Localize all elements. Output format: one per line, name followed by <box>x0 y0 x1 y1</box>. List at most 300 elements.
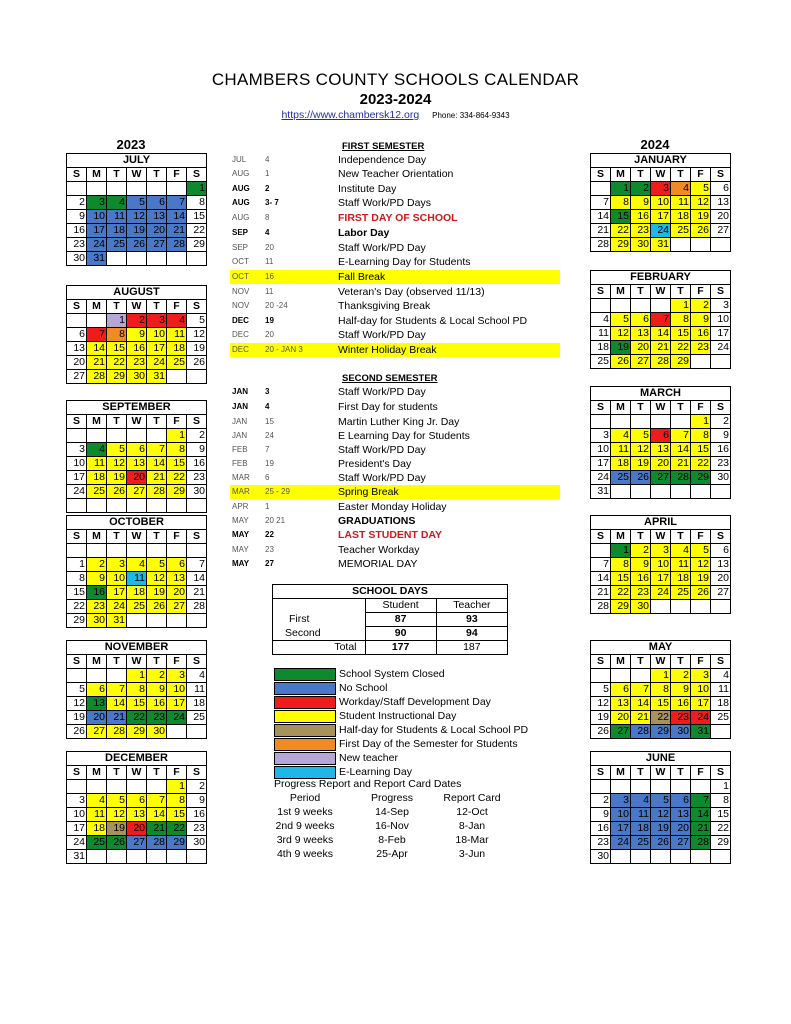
event-row <box>230 471 560 485</box>
day-cell: 9 <box>87 572 107 586</box>
day-cell: 8 <box>127 683 147 697</box>
day-cell: 20 <box>711 210 731 224</box>
day-cell: 20 <box>127 471 147 485</box>
legend-label: First Day of the Semester for Students <box>339 738 518 750</box>
day-cell: 9 <box>671 683 691 697</box>
event-name: Independence Day <box>338 154 427 166</box>
day-cell: 18 <box>87 471 107 485</box>
day-cell <box>631 669 651 683</box>
weekday-header: F <box>691 285 711 299</box>
weekday-header: S <box>591 285 611 299</box>
day-cell <box>611 850 631 864</box>
day-cell: 28 <box>107 725 127 739</box>
day-cell <box>671 415 691 429</box>
day-cell: 22 <box>671 341 691 355</box>
event-month: AUG <box>232 198 250 207</box>
event-row <box>230 167 560 181</box>
day-cell <box>107 429 127 443</box>
day-cell <box>611 780 631 794</box>
event-row <box>230 528 560 542</box>
weekday-header: S <box>591 766 611 780</box>
day-cell: 25 <box>591 355 611 369</box>
day-cell: 1 <box>127 669 147 683</box>
day-cell: 22 <box>691 457 711 471</box>
day-cell <box>631 780 651 794</box>
day-cell: 21 <box>87 356 107 370</box>
day-cell <box>107 182 127 196</box>
legend-label: No School <box>339 682 388 694</box>
day-cell: 5 <box>651 794 671 808</box>
day-cell: 25 <box>107 238 127 252</box>
day-cell <box>167 499 187 513</box>
day-cell: 25 <box>187 711 207 725</box>
day-cell: 12 <box>691 558 711 572</box>
legend-label: New teacher <box>339 752 398 764</box>
progress-cell: 18-Mar <box>455 834 489 846</box>
day-cell: 25 <box>671 224 691 238</box>
progress-column-header: Report Card <box>443 792 501 804</box>
weekday-header: M <box>611 285 631 299</box>
day-cell: 16 <box>671 697 691 711</box>
day-cell: 17 <box>147 342 167 356</box>
month-name: APRIL <box>591 516 731 530</box>
day-cell: 10 <box>87 210 107 224</box>
day-cell: 26 <box>591 725 611 739</box>
day-cell <box>87 314 107 328</box>
weekday-header: W <box>127 415 147 429</box>
day-cell <box>127 544 147 558</box>
day-cell: 2 <box>591 794 611 808</box>
day-cell: 22 <box>167 822 187 836</box>
day-cell <box>147 544 167 558</box>
day-cell: 18 <box>631 822 651 836</box>
day-cell: 26 <box>611 355 631 369</box>
event-month: MAR <box>232 473 250 482</box>
day-cell: 16 <box>87 586 107 600</box>
day-cell: 18 <box>671 210 691 224</box>
weekday-header: S <box>711 285 731 299</box>
day-cell: 20 <box>671 822 691 836</box>
day-cell <box>691 238 711 252</box>
day-cell: 24 <box>67 485 87 499</box>
event-row <box>230 385 560 399</box>
weekday-header: T <box>631 655 651 669</box>
day-cell: 15 <box>67 586 87 600</box>
event-date: 4 <box>265 402 270 411</box>
day-cell: 15 <box>651 697 671 711</box>
day-cell: 10 <box>67 457 87 471</box>
day-cell: 22 <box>67 600 87 614</box>
weekday-header: S <box>187 530 207 544</box>
event-month: NOV <box>232 301 250 310</box>
event-month: AUG <box>232 213 250 222</box>
event-name: Staff Work/PD Day <box>338 329 426 341</box>
weekday-header: M <box>87 415 107 429</box>
day-cell: 13 <box>711 558 731 572</box>
weekday-header: W <box>651 168 671 182</box>
day-cell: 27 <box>67 370 87 384</box>
month-name: DECEMBER <box>67 752 207 766</box>
event-month: JAN <box>232 431 248 440</box>
day-cell <box>651 780 671 794</box>
day-cell: 13 <box>87 697 107 711</box>
day-cell <box>87 780 107 794</box>
weekday-header: T <box>107 168 127 182</box>
month-name: MARCH <box>591 387 731 401</box>
day-cell: 22 <box>107 356 127 370</box>
day-cell: 17 <box>167 697 187 711</box>
day-cell: 14 <box>167 210 187 224</box>
day-cell <box>127 499 147 513</box>
month-name: SEPTEMBER <box>67 401 207 415</box>
day-cell: 16 <box>187 457 207 471</box>
event-date: 1 <box>265 502 270 511</box>
day-cell: 3 <box>711 299 731 313</box>
day-cell <box>591 669 611 683</box>
day-cell: 26 <box>631 471 651 485</box>
event-month: MAR <box>232 487 250 496</box>
second-teacher-days: 94 <box>436 627 507 641</box>
weekday-header: S <box>67 766 87 780</box>
day-cell: 24 <box>167 711 187 725</box>
day-cell: 19 <box>147 586 167 600</box>
day-cell: 14 <box>187 572 207 586</box>
day-cell <box>711 850 731 864</box>
day-cell: 4 <box>631 794 651 808</box>
event-date: 3 <box>265 387 270 396</box>
day-cell: 24 <box>87 238 107 252</box>
day-cell: 10 <box>651 196 671 210</box>
day-cell <box>671 850 691 864</box>
event-month: JUL <box>232 155 247 164</box>
weekday-header: T <box>107 415 127 429</box>
day-cell: 5 <box>691 182 711 196</box>
weekday-header: S <box>591 530 611 544</box>
day-cell: 16 <box>187 808 207 822</box>
event-month: OCT <box>232 272 249 281</box>
day-cell <box>691 780 711 794</box>
day-cell: 24 <box>67 836 87 850</box>
day-cell <box>711 238 731 252</box>
day-cell: 25 <box>711 711 731 725</box>
progress-cell: 8-Jan <box>458 820 486 832</box>
year-right-heading: 2024 <box>640 137 670 152</box>
legend-swatch <box>274 752 336 765</box>
first-semester-heading: FIRST SEMESTER <box>342 141 425 152</box>
day-cell <box>127 614 147 628</box>
day-cell: 11 <box>611 443 631 457</box>
day-cell <box>651 600 671 614</box>
weekday-header: T <box>107 655 127 669</box>
day-cell: 27 <box>167 600 187 614</box>
day-cell: 7 <box>87 328 107 342</box>
day-cell: 17 <box>67 471 87 485</box>
progress-cell: 4th 9 weeks <box>276 848 334 860</box>
event-name: Teacher Workday <box>338 544 420 556</box>
day-cell <box>167 182 187 196</box>
day-cell <box>611 485 631 499</box>
day-cell: 6 <box>147 196 167 210</box>
day-cell: 16 <box>127 342 147 356</box>
day-cell: 20 <box>127 822 147 836</box>
day-cell <box>631 415 651 429</box>
weekday-header: T <box>107 766 127 780</box>
day-cell: 7 <box>147 443 167 457</box>
day-cell: 5 <box>187 314 207 328</box>
day-cell: 21 <box>107 711 127 725</box>
day-cell: 29 <box>651 725 671 739</box>
weekday-header: F <box>167 655 187 669</box>
day-cell: 22 <box>127 711 147 725</box>
calendar-june <box>590 751 731 864</box>
day-cell: 26 <box>691 586 711 600</box>
day-cell: 31 <box>591 485 611 499</box>
event-name: Spring Break <box>338 486 399 498</box>
day-cell: 17 <box>87 224 107 238</box>
day-cell: 6 <box>711 182 731 196</box>
day-cell: 26 <box>127 238 147 252</box>
day-cell: 12 <box>147 572 167 586</box>
day-cell: 20 <box>631 341 651 355</box>
event-month: MAY <box>232 545 249 554</box>
event-row <box>230 514 560 528</box>
day-cell: 23 <box>671 711 691 725</box>
website-link[interactable]: https://www.chambersk12.org <box>281 109 420 121</box>
day-cell: 13 <box>167 572 187 586</box>
day-cell: 25 <box>167 356 187 370</box>
day-cell: 18 <box>711 697 731 711</box>
day-cell <box>67 314 87 328</box>
event-name: Winter Holiday Break <box>338 344 437 356</box>
day-cell: 5 <box>127 196 147 210</box>
day-cell: 21 <box>631 711 651 725</box>
month-name: OCTOBER <box>67 516 207 530</box>
day-cell <box>691 850 711 864</box>
day-cell: 30 <box>87 614 107 628</box>
day-cell: 26 <box>107 485 127 499</box>
day-cell: 19 <box>107 822 127 836</box>
day-cell: 9 <box>67 210 87 224</box>
day-cell: 15 <box>107 342 127 356</box>
progress-cell: 16-Nov <box>375 820 409 832</box>
day-cell: 30 <box>591 850 611 864</box>
day-cell: 3 <box>691 669 711 683</box>
event-row <box>230 285 560 299</box>
day-cell: 12 <box>127 210 147 224</box>
event-name: First Day for students <box>338 401 438 413</box>
event-month: JAN <box>232 387 249 396</box>
day-cell: 15 <box>691 443 711 457</box>
day-cell: 26 <box>67 725 87 739</box>
day-cell: 24 <box>107 600 127 614</box>
event-date: 20 21 <box>265 516 286 525</box>
weekday-header: T <box>147 168 167 182</box>
event-month: OCT <box>232 257 249 266</box>
legend-swatch <box>274 724 336 737</box>
day-cell <box>691 485 711 499</box>
weekday-header: S <box>67 655 87 669</box>
day-cell: 28 <box>87 370 107 384</box>
day-cell: 2 <box>671 669 691 683</box>
weekday-header: T <box>671 530 691 544</box>
day-cell: 6 <box>127 443 147 457</box>
weekday-header: W <box>651 285 671 299</box>
event-row <box>230 400 560 414</box>
event-date: 20 - JAN 3 <box>265 345 303 354</box>
day-cell: 3 <box>591 429 611 443</box>
event-name: New Teacher Orientation <box>338 168 454 180</box>
day-cell: 29 <box>691 471 711 485</box>
day-cell <box>611 299 631 313</box>
day-cell: 23 <box>631 224 651 238</box>
event-name: LAST STUDENT DAY <box>338 529 443 541</box>
day-cell <box>631 299 651 313</box>
day-cell <box>127 182 147 196</box>
day-cell: 5 <box>107 794 127 808</box>
weekday-header: T <box>631 168 651 182</box>
day-cell: 4 <box>711 669 731 683</box>
day-cell: 17 <box>67 822 87 836</box>
day-cell: 3 <box>651 544 671 558</box>
event-date: 20 -24 <box>265 301 288 310</box>
calendar-february <box>590 270 731 369</box>
day-cell: 3 <box>87 196 107 210</box>
event-name: MEMORIAL DAY <box>338 558 418 570</box>
day-cell: 13 <box>711 196 731 210</box>
weekday-header: F <box>167 766 187 780</box>
day-cell: 11 <box>107 210 127 224</box>
event-name: Thanksgiving Break <box>338 300 431 312</box>
month-name: MAY <box>591 641 731 655</box>
event-month: APR <box>232 502 249 511</box>
day-cell: 12 <box>591 697 611 711</box>
day-cell: 11 <box>631 808 651 822</box>
day-cell: 26 <box>691 224 711 238</box>
event-row <box>230 153 560 167</box>
calendar-january <box>590 153 731 252</box>
day-cell <box>651 850 671 864</box>
day-cell: 20 <box>167 586 187 600</box>
day-cell: 4 <box>187 669 207 683</box>
event-row <box>230 457 560 471</box>
day-cell <box>167 544 187 558</box>
day-cell <box>187 252 207 266</box>
day-cell: 10 <box>107 572 127 586</box>
day-cell <box>611 415 631 429</box>
weekday-header: M <box>87 655 107 669</box>
legend-label: Student Instructional Day <box>339 710 457 722</box>
progress-cell: 14-Sep <box>375 806 409 818</box>
day-cell: 13 <box>651 443 671 457</box>
day-cell: 5 <box>611 313 631 327</box>
day-cell <box>107 499 127 513</box>
event-date: 7 <box>265 445 270 454</box>
day-cell: 17 <box>651 572 671 586</box>
day-cell: 24 <box>651 224 671 238</box>
day-cell: 9 <box>591 808 611 822</box>
day-cell: 19 <box>691 210 711 224</box>
event-date: 24 <box>265 431 274 440</box>
day-cell <box>87 544 107 558</box>
day-cell: 9 <box>127 328 147 342</box>
day-cell: 30 <box>127 370 147 384</box>
day-cell <box>87 669 107 683</box>
day-cell: 4 <box>671 182 691 196</box>
day-cell: 4 <box>671 544 691 558</box>
day-cell: 23 <box>147 711 167 725</box>
day-cell: 12 <box>611 327 631 341</box>
day-cell <box>67 780 87 794</box>
weekday-header: T <box>147 300 167 314</box>
weekday-header: T <box>147 415 167 429</box>
day-cell: 10 <box>611 808 631 822</box>
day-cell: 20 <box>147 224 167 238</box>
event-name: Labor Day <box>338 227 390 239</box>
day-cell: 13 <box>631 327 651 341</box>
day-cell: 23 <box>711 457 731 471</box>
day-cell: 9 <box>711 429 731 443</box>
day-cell: 18 <box>87 822 107 836</box>
day-cell: 1 <box>611 544 631 558</box>
event-name: Staff Work/PD Day <box>338 242 426 254</box>
day-cell: 2 <box>87 558 107 572</box>
day-cell <box>631 485 651 499</box>
day-cell: 27 <box>127 836 147 850</box>
month-name: FEBRUARY <box>591 271 731 285</box>
day-cell: 15 <box>611 210 631 224</box>
day-cell: 29 <box>167 836 187 850</box>
day-cell: 27 <box>87 725 107 739</box>
day-cell <box>107 544 127 558</box>
day-cell: 30 <box>631 238 651 252</box>
school-year: 2023-2024 <box>359 91 432 108</box>
day-cell: 10 <box>147 328 167 342</box>
day-cell: 25 <box>611 471 631 485</box>
day-cell <box>591 780 611 794</box>
day-cell: 23 <box>87 600 107 614</box>
event-date: 8 <box>265 213 270 222</box>
student-col-header: Student <box>365 599 436 613</box>
day-cell: 10 <box>167 683 187 697</box>
weekday-header: T <box>671 766 691 780</box>
day-cell: 12 <box>651 808 671 822</box>
day-cell: 27 <box>147 238 167 252</box>
day-cell: 20 <box>611 711 631 725</box>
day-cell: 27 <box>711 586 731 600</box>
weekday-header: M <box>87 168 107 182</box>
event-month: SEP <box>232 228 249 237</box>
event-name: FIRST DAY OF SCHOOL <box>338 212 458 224</box>
day-cell: 18 <box>671 572 691 586</box>
event-row <box>230 270 560 284</box>
day-cell: 19 <box>691 572 711 586</box>
day-cell: 13 <box>611 697 631 711</box>
event-name: Half-day for Students & Local School PD <box>338 315 528 327</box>
day-cell: 9 <box>147 683 167 697</box>
weekday-header: T <box>147 655 167 669</box>
weekday-header: S <box>711 530 731 544</box>
event-date: 20 <box>265 330 274 339</box>
day-cell: 14 <box>691 808 711 822</box>
day-cell: 25 <box>671 586 691 600</box>
day-cell: 20 <box>711 572 731 586</box>
day-cell: 26 <box>147 600 167 614</box>
day-cell: 11 <box>87 457 107 471</box>
day-cell: 30 <box>671 725 691 739</box>
legend-swatch <box>274 682 336 695</box>
day-cell <box>67 544 87 558</box>
day-cell: 19 <box>107 471 127 485</box>
